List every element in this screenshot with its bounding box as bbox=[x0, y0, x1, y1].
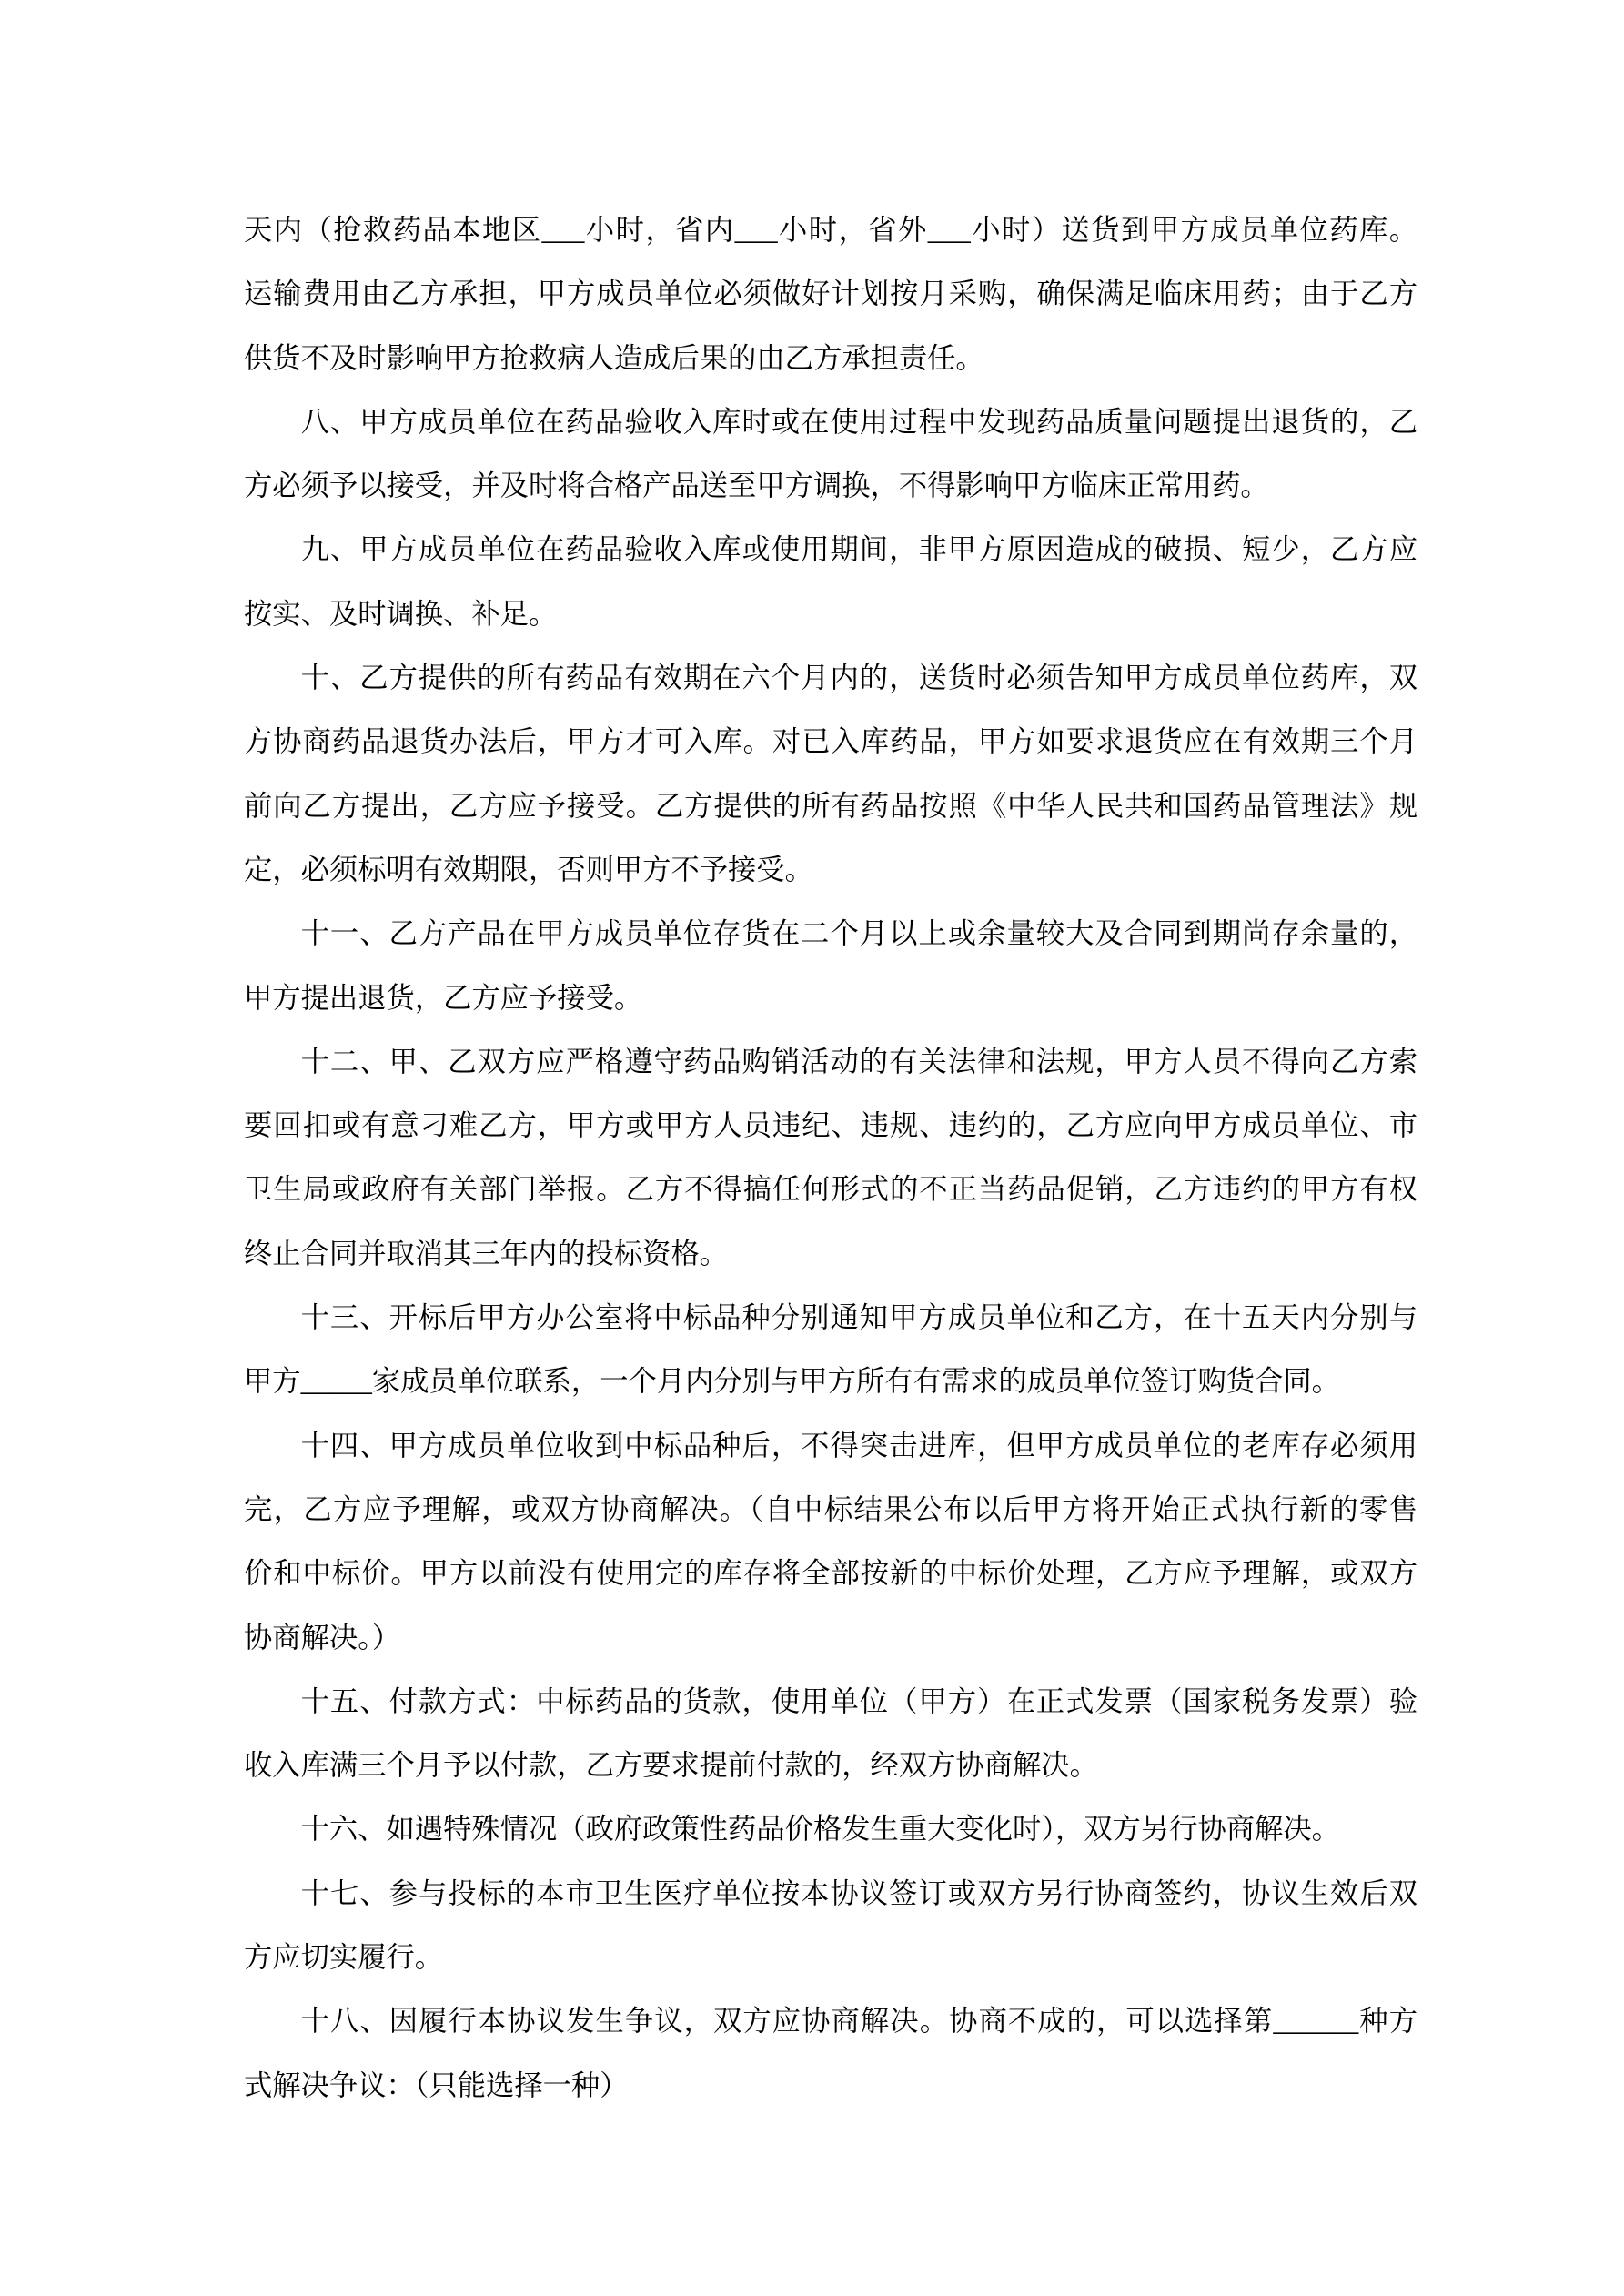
document-line: 方必须予以接受，并及时将合格产品送至甲方调换，不得影响甲方临床正常用药。 bbox=[244, 470, 1269, 502]
document-line: 收入库满三个月予以付款，乙方要求提前付款的，经双方协商解决。 bbox=[244, 1749, 1098, 1782]
document-line: 十五、付款方式：中标药品的货款，使用单位（甲方）在正式发票（国家税务发票）验 bbox=[300, 1684, 1417, 1717]
document-line: 十一、乙方产品在甲方成员单位存货在二个月以上或余量较大及合同到期尚存余量的， bbox=[300, 917, 1417, 950]
document-line: 按实、及时调换、补足。 bbox=[244, 597, 558, 630]
document-line: 协商解决。） bbox=[244, 1621, 401, 1654]
document-line: 十四、甲方成员单位收到中标品种后，不得突击进库，但甲方成员单位的老库存必须用 bbox=[300, 1429, 1417, 1462]
document-line: 八、甲方成员单位在药品验收入库时或在使用过程中发现药品质量问题提出退货的，乙 bbox=[300, 405, 1417, 438]
document-line: 方应切实履行。 bbox=[244, 1941, 444, 1974]
document-line: 前向乙方提出，乙方应予接受。乙方提供的所有药品按照《中华人民共和国药品管理法》规 bbox=[244, 789, 1417, 822]
document-line: 运输费用由乙方承担，甲方成员单位必须做好计划按月采购，确保满足临床用药；由于乙方 bbox=[244, 278, 1417, 310]
document-line: 九、甲方成员单位在药品验收入库或使用期间，非甲方原因造成的破损、短少，乙方应 bbox=[300, 533, 1417, 566]
document-line: 定，必须标明有效期限，否则甲方不予接受。 bbox=[244, 853, 813, 885]
document-line: 十、乙方提供的所有药品有效期在六个月内的，送货时必须告知甲方成员单位药库，双 bbox=[300, 662, 1417, 694]
document-line: 十三、开标后甲方办公室将中标品种分别通知甲方成员单位和乙方，在十五天内分别与 bbox=[300, 1301, 1417, 1334]
document-line: 十七、参与投标的本市卫生医疗单位按本协议签订或双方另行协商签约，协议生效后双 bbox=[300, 1876, 1417, 1909]
document-line: 十二、甲、乙双方应严格遵守药品购销活动的有关法律和法规，甲方人员不得向乙方索 bbox=[300, 1045, 1417, 1077]
document-body bbox=[244, 198, 1417, 2118]
document-line: 完，乙方应予理解，或双方协商解决。（自中标结果公布以后甲方将开始正式执行新的零售 bbox=[244, 1492, 1417, 1525]
document-line: 供货不及时影响甲方抢救病人造成后果的由乙方承担责任。 bbox=[244, 341, 984, 374]
document-line: 十六、如遇特殊情况（政府政策性药品价格发生重大变化时），双方另行协商解决。 bbox=[300, 1813, 1340, 1846]
document-line: 甲方提出退货，乙方应予接受。 bbox=[244, 981, 643, 1014]
document-line: 式解决争议：（只能选择一种） bbox=[244, 2068, 629, 2101]
document-line: 十八、因履行本协议发生争议，双方应协商解决。协商不成的，可以选择第______种方 bbox=[300, 2005, 1417, 2038]
document-line: 要回扣或有意刁难乙方，甲方或甲方人员违纪、违规、违约的，乙方应向甲方成员单位、市 bbox=[244, 1109, 1417, 1142]
document-line: 天内（抢救药品本地区___小时，省内___小时，省外___小时）送货到甲方成员单位药库。 bbox=[244, 214, 1417, 246]
document-line: 卫生局或政府有关部门举报。乙方不得搞任何形式的不正当药品促销，乙方违约的甲方有权 bbox=[244, 1173, 1417, 1206]
document-line: 终止合同并取消其三年内的投标资格。 bbox=[244, 1237, 729, 1269]
document-line: 价和中标价。甲方以前没有使用完的库存将全部按新的中标价处理，乙方应予理解，或双方 bbox=[244, 1557, 1417, 1590]
document-line: 方协商药品退货办法后，甲方才可入库。对已入库药品，甲方如要求退货应在有效期三个月 bbox=[244, 725, 1417, 758]
document-line: 甲方_____家成员单位联系，一个月内分别与甲方所有有需求的成员单位签订购货合同。 bbox=[244, 1365, 1340, 1398]
